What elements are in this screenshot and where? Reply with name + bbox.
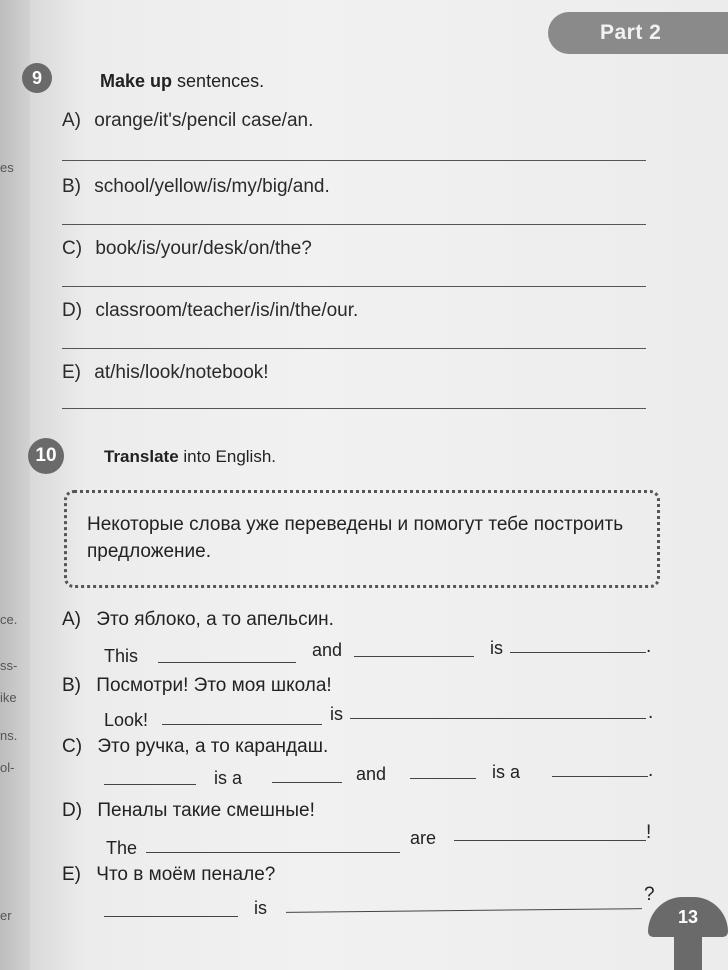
margin-fragment: ol- (0, 760, 15, 775)
left-page-edge (0, 0, 30, 970)
task-10-instruction-bold: Translate (104, 447, 179, 466)
item-russian-text: Пеналы такие смешные! (97, 800, 315, 821)
item-text: orange/it's/pencil case/an. (94, 110, 314, 131)
task-10-item-b (62, 675, 332, 697)
blank-a1[interactable] (158, 662, 296, 663)
hint-box (64, 490, 660, 588)
item-text: book/is/your/desk/on/the? (95, 238, 312, 259)
task-10-item-e (62, 864, 275, 886)
task-10-number-badge: 10 (28, 438, 64, 474)
item-label: D) (62, 800, 83, 821)
item-label: B) (62, 176, 81, 197)
margin-fragment: ss- (0, 658, 18, 673)
blank-c4[interactable] (552, 776, 648, 777)
part-label: Part 2 (600, 21, 662, 44)
task-10-item-d (62, 800, 315, 822)
margin-fragment: es (0, 160, 14, 175)
page-number-badge (648, 897, 728, 970)
answer-line-d[interactable] (62, 348, 646, 349)
blank-c1[interactable] (104, 784, 196, 785)
blank-b2[interactable] (350, 718, 646, 719)
end-mark: . (646, 636, 652, 657)
task-9-instruction-bold: Make up (100, 71, 173, 91)
page-number: 13 (677, 907, 699, 927)
item-russian-text: Это яблоко, а то апельсин. (96, 609, 334, 630)
item-label: C) (62, 238, 83, 259)
item-label: D) (62, 300, 83, 321)
blank-c2[interactable] (272, 782, 342, 783)
answer-line-a[interactable] (62, 160, 646, 161)
fill-word: and (356, 764, 387, 784)
item-label: C) (62, 736, 83, 757)
blank-a3[interactable] (510, 652, 646, 653)
fill-word: The (106, 838, 138, 858)
workbook-page (30, 0, 728, 970)
blank-d2[interactable] (454, 840, 646, 841)
fill-word: is a (492, 762, 521, 782)
item-label: A) (62, 609, 81, 630)
task-10-instruction (104, 447, 276, 467)
fill-word: is a (214, 768, 243, 788)
fill-word: is (330, 704, 343, 724)
item-label: E) (62, 362, 81, 383)
task-9-item-c (62, 238, 312, 260)
fill-word: is (490, 638, 503, 658)
fill-word: is (254, 898, 267, 918)
margin-fragment: ike (0, 690, 17, 705)
answer-line-c[interactable] (62, 286, 646, 287)
blank-e1[interactable] (104, 916, 238, 917)
item-label: E) (62, 864, 81, 885)
end-mark: ? (644, 884, 655, 905)
end-mark: ! (646, 822, 652, 843)
hint-text: Некоторые слова уже переведены и помогут тебе построить предложение. (87, 514, 624, 562)
fill-word: and (312, 640, 343, 660)
part-header-tab (548, 12, 728, 54)
item-text: classroom/teacher/is/in/the/our. (95, 300, 359, 321)
task-10-item-a (62, 609, 334, 631)
task-9-number-badge: 9 (22, 63, 52, 93)
task-9-item-e (62, 362, 269, 384)
item-text: at/his/look/notebook! (94, 362, 269, 383)
end-mark: . (648, 760, 654, 781)
blank-c3[interactable] (410, 778, 476, 779)
fill-word: Look! (104, 710, 149, 730)
item-russian-text: Что в моём пенале? (96, 864, 276, 885)
end-mark: . (648, 702, 654, 723)
margin-fragment: ce. (0, 612, 18, 627)
task-9-instruction-rest: sentences. (177, 71, 265, 91)
blank-a2[interactable] (354, 656, 474, 657)
margin-fragment: er (0, 908, 12, 923)
answer-line-e[interactable] (62, 408, 646, 409)
item-russian-text: Посмотри! Это моя школа! (96, 675, 332, 696)
margin-fragment: ns. (0, 728, 18, 743)
fill-word: This (104, 646, 139, 666)
item-label: A) (62, 110, 81, 131)
task-10-item-c (62, 736, 328, 758)
task-9-item-b (62, 176, 330, 198)
blank-d1[interactable] (146, 852, 400, 853)
task-9-instruction (100, 71, 264, 92)
item-label: B) (62, 675, 81, 696)
blank-b1[interactable] (162, 724, 322, 725)
task-9-item-a (62, 110, 313, 132)
answer-line-b[interactable] (62, 224, 646, 225)
item-text: school/yellow/is/my/big/and. (94, 176, 330, 197)
fill-word: are (410, 828, 437, 848)
task-10-instruction-rest: into English. (183, 447, 277, 466)
task-9-item-d (62, 300, 358, 322)
item-russian-text: Это ручка, а то карандаш. (97, 736, 329, 757)
